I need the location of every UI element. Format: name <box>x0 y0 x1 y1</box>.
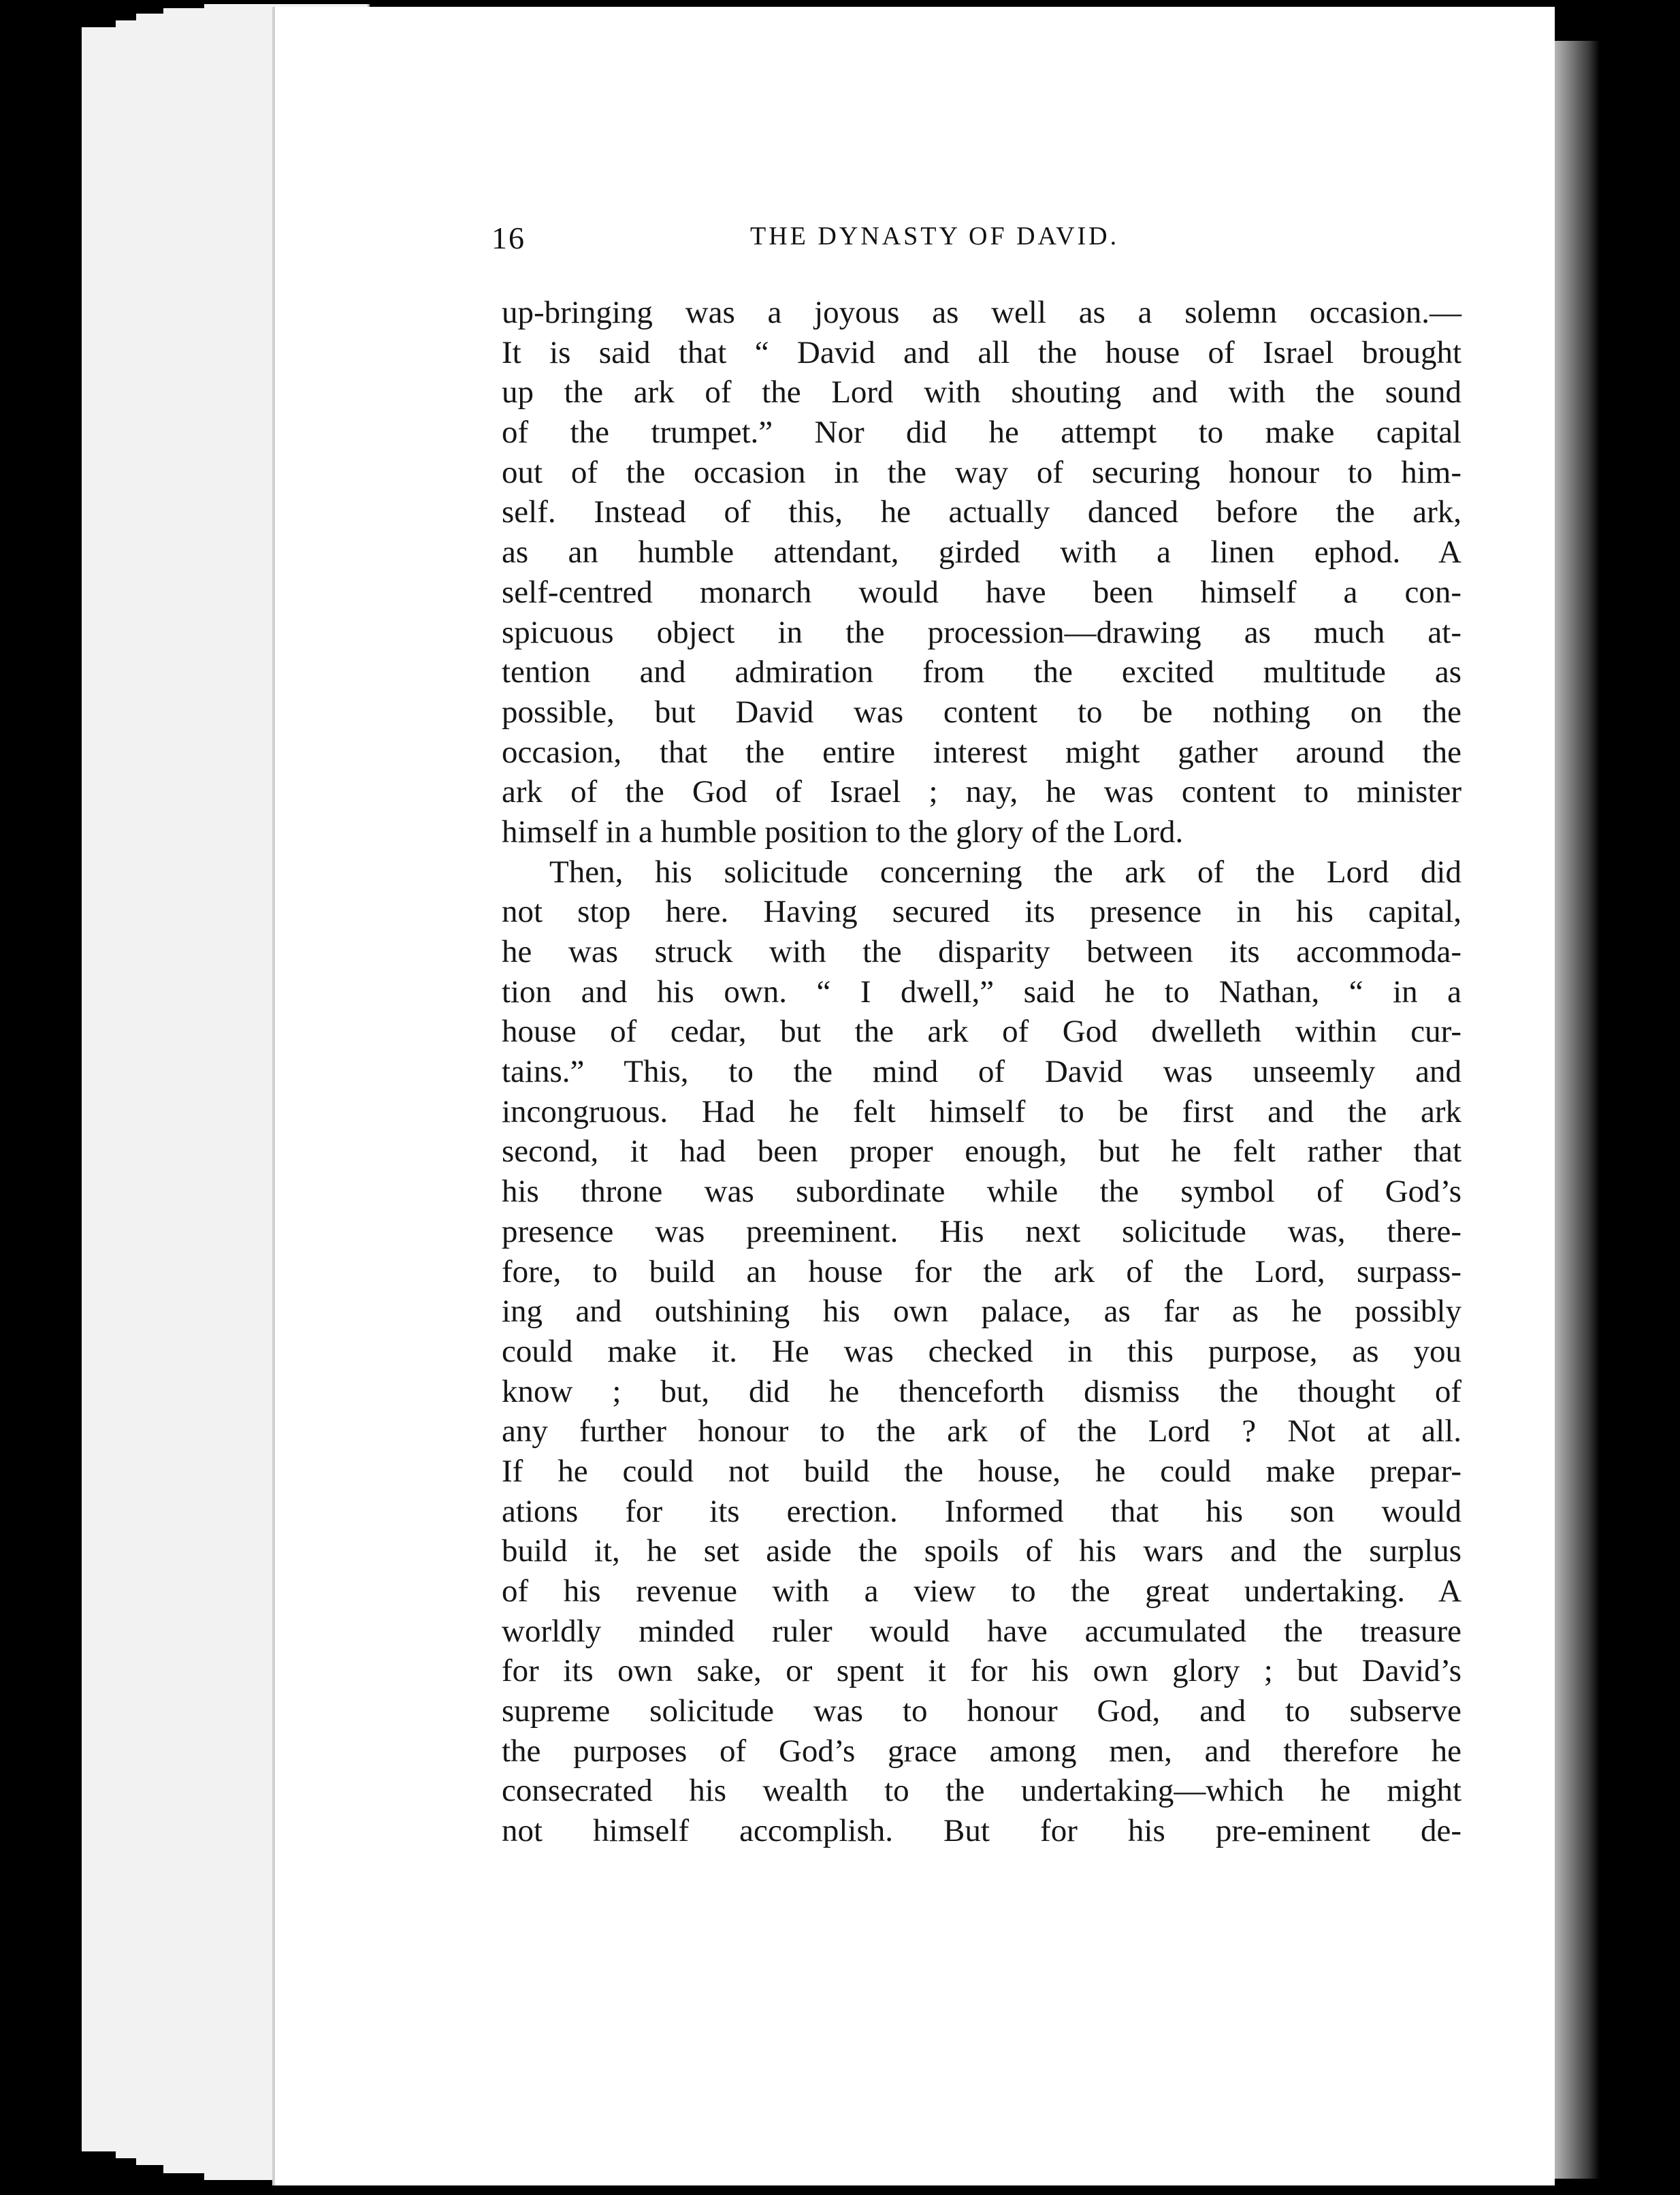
text-line: ing and outshining his own palace, as far as he possibly <box>502 1294 1461 1330</box>
text-line: himself in a humble position to the glory of the Lord. <box>502 814 1184 850</box>
text-line: of his revenue with a view to the great undertaking. A <box>502 1573 1461 1609</box>
running-head <box>491 220 1458 268</box>
text-line: up-bringing was a joyous as well as a solemn occasion.— <box>502 295 1461 330</box>
text-line: house of cedar, but the ark of God dwelleth within cur- <box>502 1014 1461 1050</box>
text-line: ark of the God of Israel ; nay, he was content to minister <box>502 774 1461 810</box>
text-line: he was struck with the disparity between its accommoda- <box>502 934 1461 970</box>
text-line: second, it had been proper enough, but he felt rather that <box>502 1134 1461 1170</box>
text-line: worldly minded ruler would have accumulated the treasure <box>502 1613 1461 1649</box>
text-line: tion and his own. “ I dwell,” said he to Nathan, “ in a <box>502 974 1461 1010</box>
text-line: up the ark of the Lord with shouting and with the sound <box>502 374 1461 411</box>
text-line: not stop here. Having secured its presence in his capital, <box>502 894 1461 930</box>
text-line: occasion, that the entire interest might gather around the <box>502 734 1461 770</box>
text-line: possible, but David was content to be nothing on the <box>502 694 1461 730</box>
running-title: THE DYNASTY OF DAVID. <box>750 222 1120 251</box>
text-line: fore, to build an house for the ark of the Lord, surpass- <box>502 1253 1461 1289</box>
text-line: know ; but, did he thenceforth dismiss the thought of <box>502 1373 1461 1409</box>
text-line: incongruous. Had he felt himself to be first and the ark <box>502 1093 1461 1129</box>
text-line: tention and admiration from the excited multitude as <box>502 654 1461 690</box>
text-line: tains.” This, to the mind of David was unseemly and <box>502 1054 1461 1090</box>
text-line: ations for its erection. Informed that his son would <box>502 1493 1461 1529</box>
text-line: as an humble attendant, girded with a linen ephod. A <box>502 534 1461 571</box>
text-line: supreme solicitude was to honour God, and to subserve <box>502 1693 1461 1729</box>
text-line: spicuous object in the procession—drawing as much at- <box>502 614 1461 650</box>
book-page <box>272 7 1555 2185</box>
text-line: presence was preeminent. His next solicitude was, there- <box>502 1213 1461 1249</box>
body-text <box>502 293 1461 1851</box>
text-line: consecrated his wealth to the undertaking—which he might <box>502 1773 1461 1809</box>
text-line: build it, he set aside the spoils of his wars and the surplus <box>502 1533 1461 1569</box>
text-line: of the trumpet.” Nor did he attempt to make capital <box>502 415 1461 451</box>
text-line: It is said that “ David and all the house of Israel brought <box>502 334 1461 370</box>
text-line: If he could not build the house, he could make prepar- <box>502 1453 1461 1489</box>
text-line: his throne was subordinate while the symbol of God’s <box>502 1174 1461 1210</box>
text-line: self. Instead of this, he actually danced before the ark, <box>502 494 1461 530</box>
text-line: the purposes of God’s grace among men, and therefore he <box>502 1733 1461 1769</box>
page-number: 16 <box>491 221 526 255</box>
text-line: self-centred monarch would have been himself a con- <box>502 574 1461 610</box>
text-line: any further honour to the ark of the Lord ? Not at all. <box>502 1413 1461 1449</box>
text-line: for its own sake, or spent it for his own glory ; but David’s <box>502 1653 1461 1689</box>
text-line: Then, his solicitude concerning the ark of the Lord did <box>549 854 1461 890</box>
text-line: not himself accomplish. But for his pre-eminent de- <box>502 1813 1461 1849</box>
text-line: could make it. He was checked in this purpose, as you <box>502 1333 1461 1369</box>
text-line: out of the occasion in the way of securing honour to him- <box>502 454 1461 490</box>
